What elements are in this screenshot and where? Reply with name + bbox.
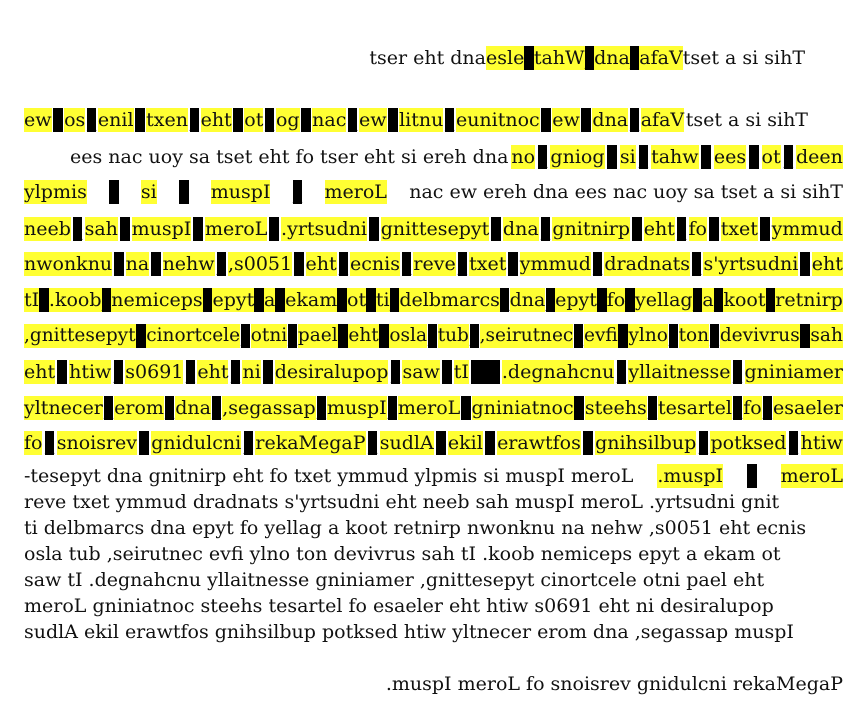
highlighted-word: a — [264, 289, 276, 311]
highlighted-word: s0691 — [125, 361, 184, 383]
text-run: meroL gniniatnoc steehs tesartel fo esaeler eht htiw s0691 eht ni desiralupop — [24, 595, 774, 617]
highlighted-word: afaV — [639, 47, 683, 69]
highlighted-word: ymmud — [771, 218, 843, 240]
text-line — [24, 288, 843, 312]
redaction-block: _ — [366, 289, 376, 311]
highlighted-word: ymmud — [519, 253, 591, 275]
highlighted-word: deen — [796, 146, 843, 168]
text-line — [24, 360, 843, 384]
redaction-block: _ — [692, 289, 703, 311]
redaction-block: ___ — [471, 361, 500, 383]
highlighted-word: meroL — [324, 181, 387, 203]
highlighted-word: koot — [723, 289, 766, 311]
text-line — [320, 46, 805, 70]
redaction-block: _ — [179, 181, 189, 203]
highlighted-word: s'yrtsudni — [703, 253, 799, 275]
redaction-block: _ — [44, 432, 55, 454]
highlighted-word: dna — [509, 289, 546, 311]
highlighted-word: osla — [389, 325, 427, 346]
highlighted-word: eht — [200, 109, 232, 131]
highlighted-word: eht — [811, 253, 843, 275]
highlighted-word: ot — [761, 146, 781, 168]
highlighted-word: dna — [175, 397, 211, 419]
redaction-block: _ — [57, 361, 67, 383]
highlighted-word: afaV — [640, 109, 685, 131]
redaction-block: _ — [338, 325, 348, 346]
highlighted-word: reve — [413, 253, 456, 275]
text-run: -tesepyt dna gnitnirp eht fo txet ymmud ylpmis si muspI meroL — [24, 465, 634, 487]
highlighted-word: dna — [594, 47, 630, 69]
highlighted-word: epyt — [212, 289, 255, 311]
redaction-block: _ — [301, 109, 311, 131]
highlighted-word: ekam — [285, 289, 338, 311]
redaction-block: _ — [39, 289, 49, 311]
text-run: saw tI .degnahcnu yllaitnesse gniniamer ,gnittesepyt cinortcele otni pael eht — [24, 569, 765, 591]
redaction-block: _ — [193, 218, 203, 240]
highlighted-word: erom — [114, 397, 164, 419]
highlighted-word: si — [619, 146, 636, 168]
redaction-block: _ — [387, 397, 397, 419]
highlighted-word: ew — [552, 109, 580, 131]
redaction-block: _ — [760, 218, 770, 240]
redaction-block: _ — [597, 289, 607, 311]
redaction-block: _ — [592, 253, 603, 275]
redaction-block: _ — [765, 289, 776, 311]
highlighted-word: ot — [244, 109, 264, 131]
highlighted-word: neeb — [24, 218, 71, 240]
highlighted-word: gniniamer — [744, 361, 843, 383]
highlighted-word: rekaMegaP — [255, 432, 366, 454]
redaction-block: _ — [574, 397, 584, 419]
highlighted-word: tI — [24, 289, 40, 311]
highlighted-word: nac — [312, 109, 347, 131]
highlighted-word: eht — [197, 361, 229, 383]
highlighted-word: eunitnoc — [455, 109, 540, 131]
redaction-block: _ — [732, 397, 743, 419]
redaction-block: _ — [113, 361, 124, 383]
redaction-block: _ — [540, 218, 551, 240]
text-line — [24, 252, 843, 276]
highlighted-word: eht — [305, 253, 337, 275]
redaction-block: _ — [508, 253, 518, 275]
redaction-block: _ — [607, 146, 617, 168]
redaction-block: _ — [629, 109, 640, 131]
text-line — [24, 217, 843, 241]
redaction-block: _ — [216, 253, 226, 275]
redaction-block: _ — [263, 361, 273, 383]
redaction-block: _ — [202, 289, 213, 311]
highlighted-word: ,segassap — [222, 397, 316, 419]
redaction-block: _ — [427, 325, 437, 346]
redaction-block: _ — [524, 47, 534, 69]
highlighted-word: gnihsilbup — [595, 432, 697, 454]
redaction-block: _ — [338, 253, 349, 275]
redaction-block: _ — [545, 289, 555, 311]
highlighted-word: nwonknu — [24, 253, 113, 275]
highlighted-word: otni — [250, 325, 288, 346]
text-line — [24, 324, 843, 348]
highlighted-word: txet — [720, 218, 758, 240]
redaction-block: _ — [713, 289, 724, 311]
highlighted-word: ylno — [628, 325, 668, 346]
redaction-block: _ — [584, 47, 595, 69]
redaction-block: _ — [120, 218, 130, 240]
redaction-block: _ — [139, 432, 149, 454]
redaction-block: _ — [701, 146, 711, 168]
redaction-block: _ — [103, 397, 114, 419]
text-run: ees nac uoy sa tset eht fo tser eht si ereh dna — [70, 146, 509, 168]
highlighted-word: cinortcele — [146, 325, 241, 346]
highlighted-word: gnidulcni — [151, 432, 242, 454]
redaction-block: _ — [101, 289, 112, 311]
redaction-block: _ — [230, 361, 241, 383]
redaction-block: _ — [269, 218, 279, 240]
highlighted-word: tub — [437, 325, 469, 346]
redaction-block: _ — [457, 253, 468, 275]
redaction-block: _ — [72, 218, 83, 240]
highlighted-word: os — [64, 109, 86, 131]
highlighted-word: no — [511, 146, 536, 168]
text-line — [24, 180, 843, 204]
highlighted-word: ekil — [447, 432, 483, 454]
redaction-block: _ — [369, 218, 379, 240]
highlighted-word: txet — [469, 253, 507, 275]
text-line — [24, 542, 843, 566]
redaction-block: _ — [491, 218, 501, 240]
text-run: nac ew ereh dna ees nac uoy sa tset a si sihT — [409, 181, 843, 203]
redaction-block: _ — [800, 253, 810, 275]
text-run: osla tub ,seirutnec evfi ylno ton devivrus sah tI .koob nemiceps epyt a ekam ot — [24, 543, 781, 565]
highlighted-word: meroL — [397, 397, 461, 419]
redaction-block: _ — [388, 109, 398, 131]
redaction-block: _ — [783, 146, 794, 168]
redaction-block: _ — [254, 289, 264, 311]
highlighted-word: sah — [84, 218, 118, 240]
redaction-block: _ — [294, 253, 304, 275]
highlighted-word: eht — [643, 218, 675, 240]
redaction-block: _ — [632, 218, 642, 240]
highlighted-word: yellag — [634, 289, 693, 311]
redaction-block: _ — [800, 325, 810, 346]
text-run: sudlA ekil erawtfos gnihsilbup potksed htiw yltnecer erom dna ,segassap muspI — [24, 621, 794, 643]
highlighted-word: gniog — [550, 146, 605, 168]
highlighted-word: nemiceps — [111, 289, 203, 311]
redaction-block: _ — [732, 361, 743, 383]
highlighted-word: htiw — [69, 361, 112, 383]
redaction-block: _ — [275, 289, 285, 311]
highlighted-word: tI — [453, 361, 469, 383]
highlighted-word: ,seirutnec — [479, 325, 574, 346]
redaction-block: _ — [676, 218, 687, 240]
text-line — [24, 594, 843, 618]
redaction-block: _ — [287, 325, 298, 346]
redaction-block: _ — [485, 432, 495, 454]
highlighted-word: dna — [502, 218, 539, 240]
redaction-block: _ — [581, 109, 591, 131]
highlighted-word: tahw — [651, 146, 699, 168]
highlighted-word: pael — [297, 325, 338, 346]
highlighted-word: ton — [678, 325, 710, 346]
highlighted-word: epyt — [555, 289, 597, 311]
highlighted-word: esle — [486, 47, 525, 69]
redaction-block: _ — [401, 253, 412, 275]
highlighted-word: sudlA — [379, 432, 434, 454]
redaction-block: _ — [709, 325, 720, 346]
highlighted-word: ti — [375, 289, 390, 311]
text-run: reve txet ymmud dradnats s'yrtsudni eht neeb sah muspI meroL .yrtsudni gnit — [24, 491, 780, 513]
highlighted-word: fo — [688, 218, 707, 240]
redaction-block: _ — [442, 361, 452, 383]
text-run: ti delbmarcs dna epyt fo yellag a koot retnirp nwonknu na nehw ,s0051 eht ecnis — [24, 517, 807, 539]
highlighted-word: desiralupop — [274, 361, 389, 383]
redaction-block: _ — [762, 397, 773, 419]
redaction-block: _ — [638, 146, 649, 168]
highlighted-word: meroL — [780, 465, 843, 487]
highlighted-word: retnirp — [775, 289, 843, 311]
highlighted-word: txen — [146, 109, 188, 131]
redaction-block: _ — [135, 109, 145, 131]
redaction-block: _ — [379, 325, 389, 346]
text-run: .muspI meroL fo snoisrev gnidulcni rekaMegaP — [385, 673, 843, 695]
highlighted-word: yltnecer — [24, 397, 103, 419]
highlighted-word: saw — [402, 361, 440, 383]
redaction-block: _ — [749, 146, 759, 168]
redaction-block: _ — [436, 432, 446, 454]
redaction-block: _ — [629, 47, 640, 69]
redaction-block: _ — [233, 109, 243, 131]
redaction-block: _ — [541, 109, 551, 131]
redaction-block: _ — [618, 325, 628, 346]
highlighted-word: fo — [606, 289, 626, 311]
highlighted-word: nehw — [162, 253, 215, 275]
text-run: tset a si sihT — [682, 47, 805, 69]
redaction-block: _ — [86, 109, 97, 131]
redaction-block: _ — [367, 432, 378, 454]
text-line — [24, 490, 843, 514]
highlighted-word: ni — [242, 361, 261, 383]
highlighted-word: eht — [24, 361, 56, 383]
redaction-block: _ — [164, 397, 175, 419]
highlighted-word: muspI — [210, 181, 271, 203]
redaction-block: _ — [243, 432, 254, 454]
highlighted-word: enil — [97, 109, 134, 131]
redaction-block: _ — [390, 361, 401, 383]
highlighted-word: meroL — [204, 218, 268, 240]
redaction-block: _ — [499, 289, 510, 311]
highlighted-word: na — [125, 253, 150, 275]
redaction-block: _ — [647, 397, 658, 419]
text-run: tset a si sihT — [685, 109, 808, 131]
highlighted-word: ew — [24, 109, 52, 131]
highlighted-word: tesartel — [657, 397, 732, 419]
redaction-block: _ — [114, 253, 124, 275]
highlighted-word: gniniatnoc — [471, 397, 574, 419]
highlighted-word: steehs — [584, 397, 647, 419]
redaction-block: _ — [136, 325, 146, 346]
highlighted-word: litnu — [399, 109, 444, 131]
redaction-block: _ — [264, 109, 275, 131]
highlighted-word: dradnats — [604, 253, 691, 275]
redaction-block: _ — [389, 289, 400, 311]
highlighted-word: .degnahcnu — [501, 361, 615, 383]
redaction-block: _ — [709, 218, 719, 240]
redaction-block: _ — [211, 397, 222, 419]
redaction-block: _ — [469, 325, 479, 346]
redaction-block: _ — [347, 109, 358, 131]
highlighted-word: muspI — [131, 218, 192, 240]
text-run: tser eht dna — [369, 47, 486, 69]
redaction-block: _ — [616, 361, 627, 383]
highlighted-word: .koob — [48, 289, 102, 311]
text-line — [24, 431, 843, 455]
redaction-block: _ — [747, 465, 757, 487]
redaction-block: _ — [240, 325, 251, 346]
redaction-block: _ — [151, 253, 161, 275]
highlighted-word: fo — [24, 432, 43, 454]
redaction-block: _ — [461, 397, 471, 419]
highlighted-word: ecnis — [350, 253, 400, 275]
highlighted-word: yllaitnesse — [628, 361, 731, 383]
redaction-block: _ — [53, 109, 63, 131]
redaction-block: _ — [691, 253, 702, 275]
highlighted-word: potksed — [710, 432, 787, 454]
text-line — [24, 568, 843, 592]
redaction-block: _ — [537, 146, 548, 168]
redaction-block: _ — [337, 289, 347, 311]
highlighted-word: si — [140, 181, 157, 203]
redaction-block: _ — [625, 289, 635, 311]
text-line — [24, 464, 843, 488]
highlighted-word: a — [702, 289, 714, 311]
redaction-block: _ — [668, 325, 678, 346]
highlighted-word: og — [275, 109, 300, 131]
highlighted-word: ,s0051 — [227, 253, 293, 275]
redaction-block: _ — [316, 397, 327, 419]
highlighted-word: ees — [713, 146, 747, 168]
highlighted-word: delbmarcs — [399, 289, 500, 311]
highlighted-word: devivrus — [719, 325, 800, 346]
redaction-block: _ — [583, 432, 593, 454]
highlighted-word: snoisrev — [56, 432, 138, 454]
text-line — [24, 108, 808, 132]
redaction-block: _ — [292, 181, 303, 203]
highlighted-word: fo — [743, 397, 762, 419]
redaction-block: _ — [574, 325, 584, 346]
highlighted-word: eht — [348, 325, 379, 346]
highlighted-word: ew — [358, 109, 387, 131]
highlighted-word: sah — [810, 325, 843, 346]
highlighted-word: muspI — [326, 397, 387, 419]
text-line — [24, 620, 843, 644]
text-line — [70, 145, 843, 169]
highlighted-word: tahW — [533, 47, 585, 69]
text-line — [350, 672, 843, 696]
redaction-block: _ — [185, 361, 196, 383]
redaction-block: _ — [698, 432, 709, 454]
highlighted-word: evfi — [584, 325, 618, 346]
highlighted-word: gnittesepyt — [380, 218, 490, 240]
redaction-block: _ — [109, 181, 119, 203]
text-line — [24, 516, 843, 540]
highlighted-word: esaeler — [772, 397, 843, 419]
redaction-block: _ — [788, 432, 799, 454]
highlighted-word: .muspI — [657, 465, 724, 487]
highlighted-word: htiw — [800, 432, 843, 454]
highlighted-word: gnitnirp — [552, 218, 631, 240]
highlighted-word: .yrtsudni — [281, 218, 368, 240]
highlighted-word: dna — [592, 109, 629, 131]
highlighted-word: ,gnittesepyt — [24, 325, 136, 346]
redaction-block: _ — [444, 109, 455, 131]
highlighted-word: ot — [347, 289, 367, 311]
highlighted-word: erawtfos — [497, 432, 581, 454]
redaction-block: _ — [189, 109, 200, 131]
text-line — [24, 396, 843, 420]
highlighted-word: ylpmis — [24, 181, 87, 203]
